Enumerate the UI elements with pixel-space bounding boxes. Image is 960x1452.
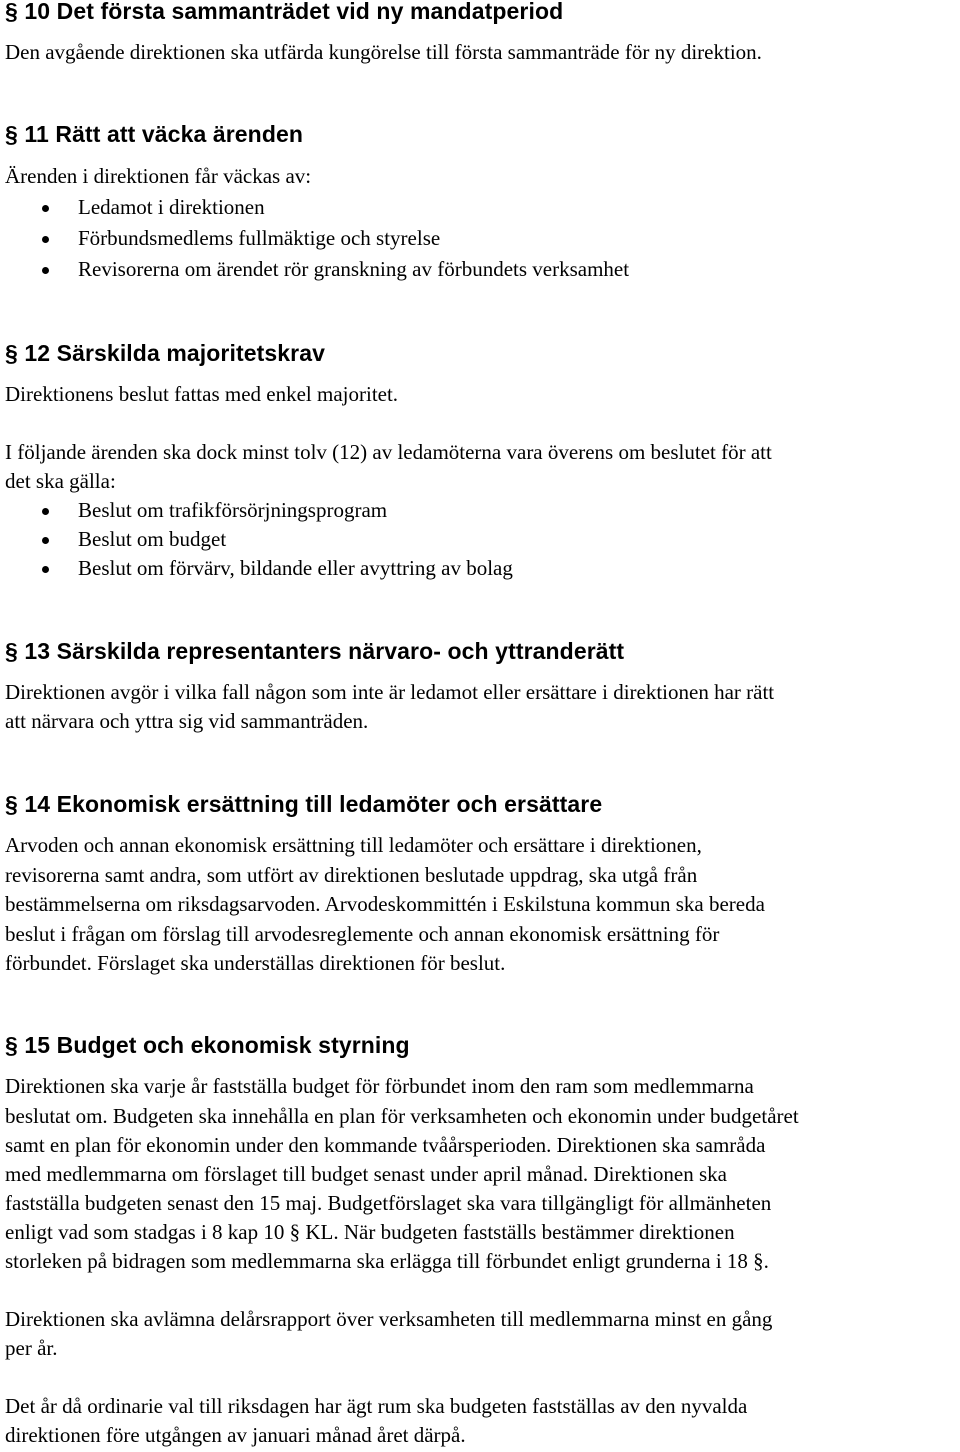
section-15-heading: § 15 Budget och ekonomisk styrning (5, 1032, 410, 1058)
section-15-paragraph: storleken på bidragen som medlemmarna ska erlägga till förbundet enligt grunderna i 18 §. (5, 1249, 769, 1273)
section-14-paragraph: beslut i frågan om förslag till arvodesreglemente och annan ekonomisk ersättning för (5, 922, 720, 946)
bullet-icon (42, 205, 49, 212)
section-14-paragraph: bestämmelserna om riksdagsarvoden. Arvodeskommittén i Eskilstuna kommun ska bereda (5, 892, 765, 916)
section-11-list-item: Ledamot i direktionen (78, 195, 265, 219)
section-13-paragraph: att närvara och yttra sig vid sammanträden. (5, 709, 369, 733)
section-11-intro: Ärenden i direktionen får väckas av: (5, 164, 312, 188)
section-15-paragraph: fastställa budgeten senast den 15 maj. Budgetförslaget ska vara tillgängligt för allmänheten (5, 1191, 772, 1215)
section-14-paragraph: förbundet. Förslaget ska underställas direktionen för beslut. (5, 951, 506, 975)
section-14-paragraph: Arvoden och annan ekonomisk ersättning till ledamöter och ersättare i direktionen, (5, 833, 702, 857)
section-15-paragraph: med medlemmarna om förslaget till budget senast under april månad. Direktionen ska (5, 1162, 727, 1186)
section-14-paragraph: revisorerna samt andra, som utfört av direktionen beslutade uppdrag, ska utgå från (5, 863, 698, 887)
section-11-list-item: Förbundsmedlems fullmäktige och styrelse (78, 226, 441, 250)
section-12-paragraph: Direktionens beslut fattas med enkel majoritet. (5, 382, 399, 406)
section-15-paragraph: per år. (5, 1336, 58, 1360)
section-15-paragraph: Direktionen ska varje år fastställa budget för förbundet inom den ram som medlemmarna (5, 1074, 754, 1098)
section-12-paragraph: det ska gälla: (5, 469, 116, 493)
section-15-paragraph: enligt vad som stadgas i 8 kap 10 § KL. När budgeten fastställs bestämmer direktionen (5, 1220, 735, 1244)
bullet-icon (42, 508, 49, 515)
section-14-heading: § 14 Ekonomisk ersättning till ledamöter och ersättare (5, 791, 603, 817)
section-15-paragraph: direktionen före utgången av januari månad året därpå. (5, 1423, 466, 1447)
section-13-paragraph: Direktionen avgör i vilka fall någon som inte är ledamot eller ersättare i direktionen har rätt (5, 680, 775, 704)
section-12-paragraph: I följande ärenden ska dock minst tolv (12) av ledamöterna vara överens om beslutet för att (5, 440, 772, 464)
section-15-paragraph: samt en plan för ekonomin under den kommande tvåårsperioden. Direktionen ska samråda (5, 1133, 766, 1157)
section-11-list-item: Revisorerna om ärendet rör granskning av förbundets verksamhet (78, 257, 630, 281)
bullet-icon (42, 566, 49, 573)
section-15-paragraph: Det år då ordinarie val till riksdagen har ägt rum ska budgeten fastställas av den nyvalda (5, 1394, 748, 1418)
section-15-paragraph: Direktionen ska avlämna delårsrapport över verksamheten till medlemmarna minst en gång (5, 1307, 773, 1331)
section-12-heading: § 12 Särskilda majoritetskrav (5, 340, 325, 366)
section-13-heading: § 13 Särskilda representanters närvaro- och yttranderätt (5, 638, 625, 664)
section-15-paragraph: beslutat om. Budgeten ska innehålla en plan för verksamheten och ekonomin under budgetåret (5, 1104, 799, 1128)
bullet-icon (42, 267, 49, 274)
section-12-list-item: Beslut om budget (78, 527, 227, 551)
section-12-list-item: Beslut om förvärv, bildande eller avyttring av bolag (78, 556, 513, 580)
section-10-paragraph: Den avgående direktionen ska utfärda kungörelse till första sammanträde för ny direktion. (5, 40, 762, 64)
bullet-icon (42, 537, 49, 544)
section-10-heading: § 10 Det första sammanträdet vid ny mandatperiod (5, 0, 564, 24)
section-12-list-item: Beslut om trafikförsörjningsprogram (78, 498, 388, 522)
section-11-heading: § 11 Rätt att väcka ärenden (5, 121, 304, 147)
bullet-icon (42, 236, 49, 243)
